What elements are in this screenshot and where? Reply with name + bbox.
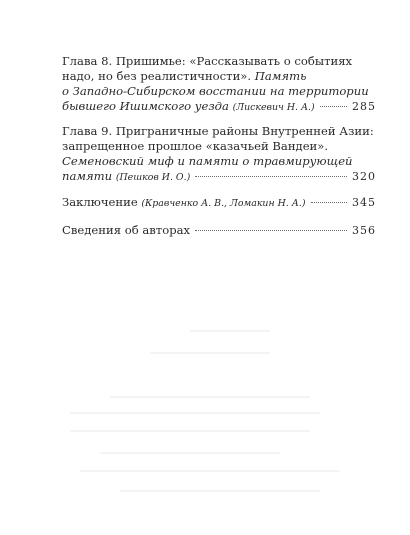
toc-entry-chapter-8[interactable] [62,54,376,115]
dot-leader [195,230,347,231]
toc-entry-leader-line [62,169,376,185]
toc-entry-author: (Кравченко А. В., Ломакин Н. А.) [141,198,306,209]
toc-entry-title: Сведения об авторах [62,223,191,237]
table-of-contents [62,54,376,250]
toc-page-number: 320 [352,170,376,183]
show-through-mark [190,330,270,332]
toc-entry-leader-line [62,223,376,238]
toc-entry-subtitle-line: о Западно-Сибирском восстании на территории [62,84,369,98]
show-through-mark [80,470,340,472]
toc-entry-title-line: Глава 9. Приграничные районы Внутренней Азии: [62,124,374,138]
show-through-mark [150,352,270,354]
toc-entry-title-line: запрещенное прошлое «казачьей Вандеи». [62,139,329,153]
toc-entry-conclusion[interactable] [62,195,376,211]
toc-entry-title: Заключение [62,195,138,209]
toc-page-number: 356 [352,224,376,237]
toc-entry-chapter-9[interactable] [62,124,376,185]
dot-leader [311,202,348,203]
show-through-mark [70,412,320,414]
toc-entry-title-line: надо, но без реалистичности». Память [62,69,307,83]
toc-entry-leader-line [62,99,376,115]
toc-entry-subtitle-line: Семеновский миф и памяти о травмирующей [62,154,353,168]
toc-entry-author: (Пешков И. О.) [115,172,191,183]
toc-entry-subtitle-end: бывшего Ишимского уезда [62,99,229,113]
show-through-mark [100,452,280,454]
toc-page-number: 345 [352,196,376,209]
toc-entry-subtitle: Память [254,69,307,83]
toc-entry-author: (Лискевич Н. А.) [232,102,315,113]
toc-page-number: 285 [352,100,376,113]
dot-leader [195,176,347,177]
show-through-mark [120,490,320,492]
dot-leader [320,106,347,107]
toc-entry-authors-info[interactable] [62,223,376,238]
show-through-mark [70,430,310,432]
show-through-mark [110,396,310,398]
toc-entry-subtitle-end: памяти [62,169,113,183]
toc-entry-leader-line [62,195,376,211]
toc-entry-title-line: Глава 8. Пришимье: «Рассказывать о событиях [62,54,353,68]
